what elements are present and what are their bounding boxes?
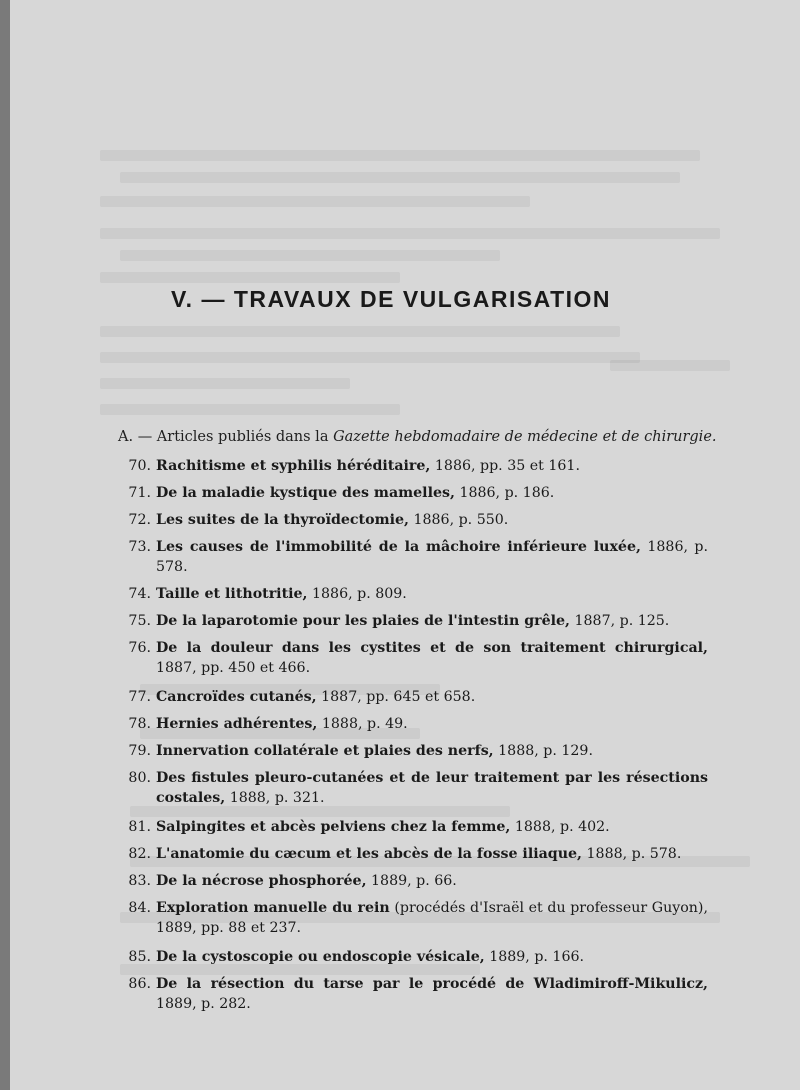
list-item [118,687,708,707]
entry-title: Cancroïdes cutanés, [156,689,317,705]
entry-number: 71. [128,485,151,501]
entry-number: 84. [128,900,151,916]
entry-number: 81. [128,819,151,835]
list-item [118,714,708,734]
entry-number: 77. [128,689,151,705]
list-item [118,510,708,530]
entry-details: 1886, p. 186. [459,485,555,501]
entry-title: L'anatomie du cæcum et les abcès de la fosse iliaque, [156,846,582,862]
entry-title: De la maladie kystique des mamelles, [156,485,455,501]
entry-details: 1887, pp. 450 et 466. [156,660,311,676]
entry-title: Rachitisme et syphilis héréditaire, [156,458,431,474]
entry-title: De la cystoscopie ou endoscopie vésicale, [156,949,485,965]
list-item [118,974,708,1014]
entry-details: 1886, p. 578. [156,539,709,575]
entry-title: Des fistules pleuro-cutanées et de leur traitement par les résections costales, [156,770,708,806]
entry-title: Innervation collatérale et plaies des nerfs, [156,743,494,759]
entry-title: Exploration manuelle du rein [156,900,390,916]
list-item [118,611,708,631]
entry-number: 83. [128,873,151,889]
entry-details: 1887, pp. 645 et 658. [321,689,476,705]
entry-details: 1887, p. 125. [574,613,670,629]
publication-name: Gazette hebdomadaire de médecine et de chirurgie. [333,429,717,445]
entry-number: 86. [128,976,151,992]
entry-title: De la nécrose phosphorée, [156,873,367,889]
list-item [118,844,708,864]
entry-number: 80. [128,770,151,786]
entry-details: 1888, p. 49. [321,716,408,732]
list-item [118,947,708,967]
entry-details: 1886, pp. 35 et 161. [434,458,580,474]
entry-details: 1888, p. 578. [586,846,682,862]
entry-number: 82. [128,846,151,862]
document-page [10,0,800,1090]
entry-details: 1886, p. 550. [413,512,509,528]
entry-number: 85. [128,949,151,965]
list-item [118,537,708,577]
list-item [118,483,708,503]
entry-details: 1888, p. 129. [498,743,593,759]
subsection-prefix: A. — Articles publiés dans la [118,429,329,445]
entry-details: 1888, p. 321. [229,790,325,806]
list-item [118,898,708,938]
page-edge [0,0,10,1090]
list-item [118,456,708,476]
list-item [118,638,708,678]
entry-number: 75. [128,613,151,629]
entry-title: Les causes de l'immobilité de la mâchoire inférieure luxée, [156,539,641,555]
entry-title: Hernies adhérentes, [156,716,318,732]
entry-title: De la douleur dans les cystites et de son traitement chirurgical, [156,640,708,656]
entry-title: Taille et lithotritie, [156,586,308,602]
list-item [118,741,708,761]
entry-number: 78. [128,716,151,732]
entry-details: 1889, p. 282. [156,996,251,1012]
entry-details: 1886, p. 809. [312,586,407,602]
section-title: V. — TRAVAUX DE VULGARISATION [170,286,612,312]
entry-number: 76. [128,640,151,656]
list-item [118,768,708,808]
entry-number: 74. [128,586,151,602]
entry-title: De la résection du tarse par le procédé de Wladimiroff-Mikulicz, [156,976,708,992]
list-item [118,584,708,604]
entry-details: 1889, p. 166. [489,949,585,965]
entry-number: 73. [128,539,151,555]
bibliography-list [118,456,708,1023]
list-item [118,817,708,837]
subsection-heading [118,429,718,445]
entry-details: 1888, p. 402. [514,819,610,835]
entry-title: Salpingites et abcès pelviens chez la femme, [156,819,511,835]
entry-title: De la laparotomie pour les plaies de l'intestin grêle, [156,613,570,629]
entry-title: Les suites de la thyroïdectomie, [156,512,409,528]
list-item [118,871,708,891]
entry-number: 79. [128,743,151,759]
entry-number: 70. [128,458,151,474]
entry-details: (procédés d'Israël et du professeur Guyon), 1889, pp. 88 et 237. [156,900,708,936]
entry-details: 1889, p. 66. [371,873,457,889]
entry-number: 72. [128,512,151,528]
